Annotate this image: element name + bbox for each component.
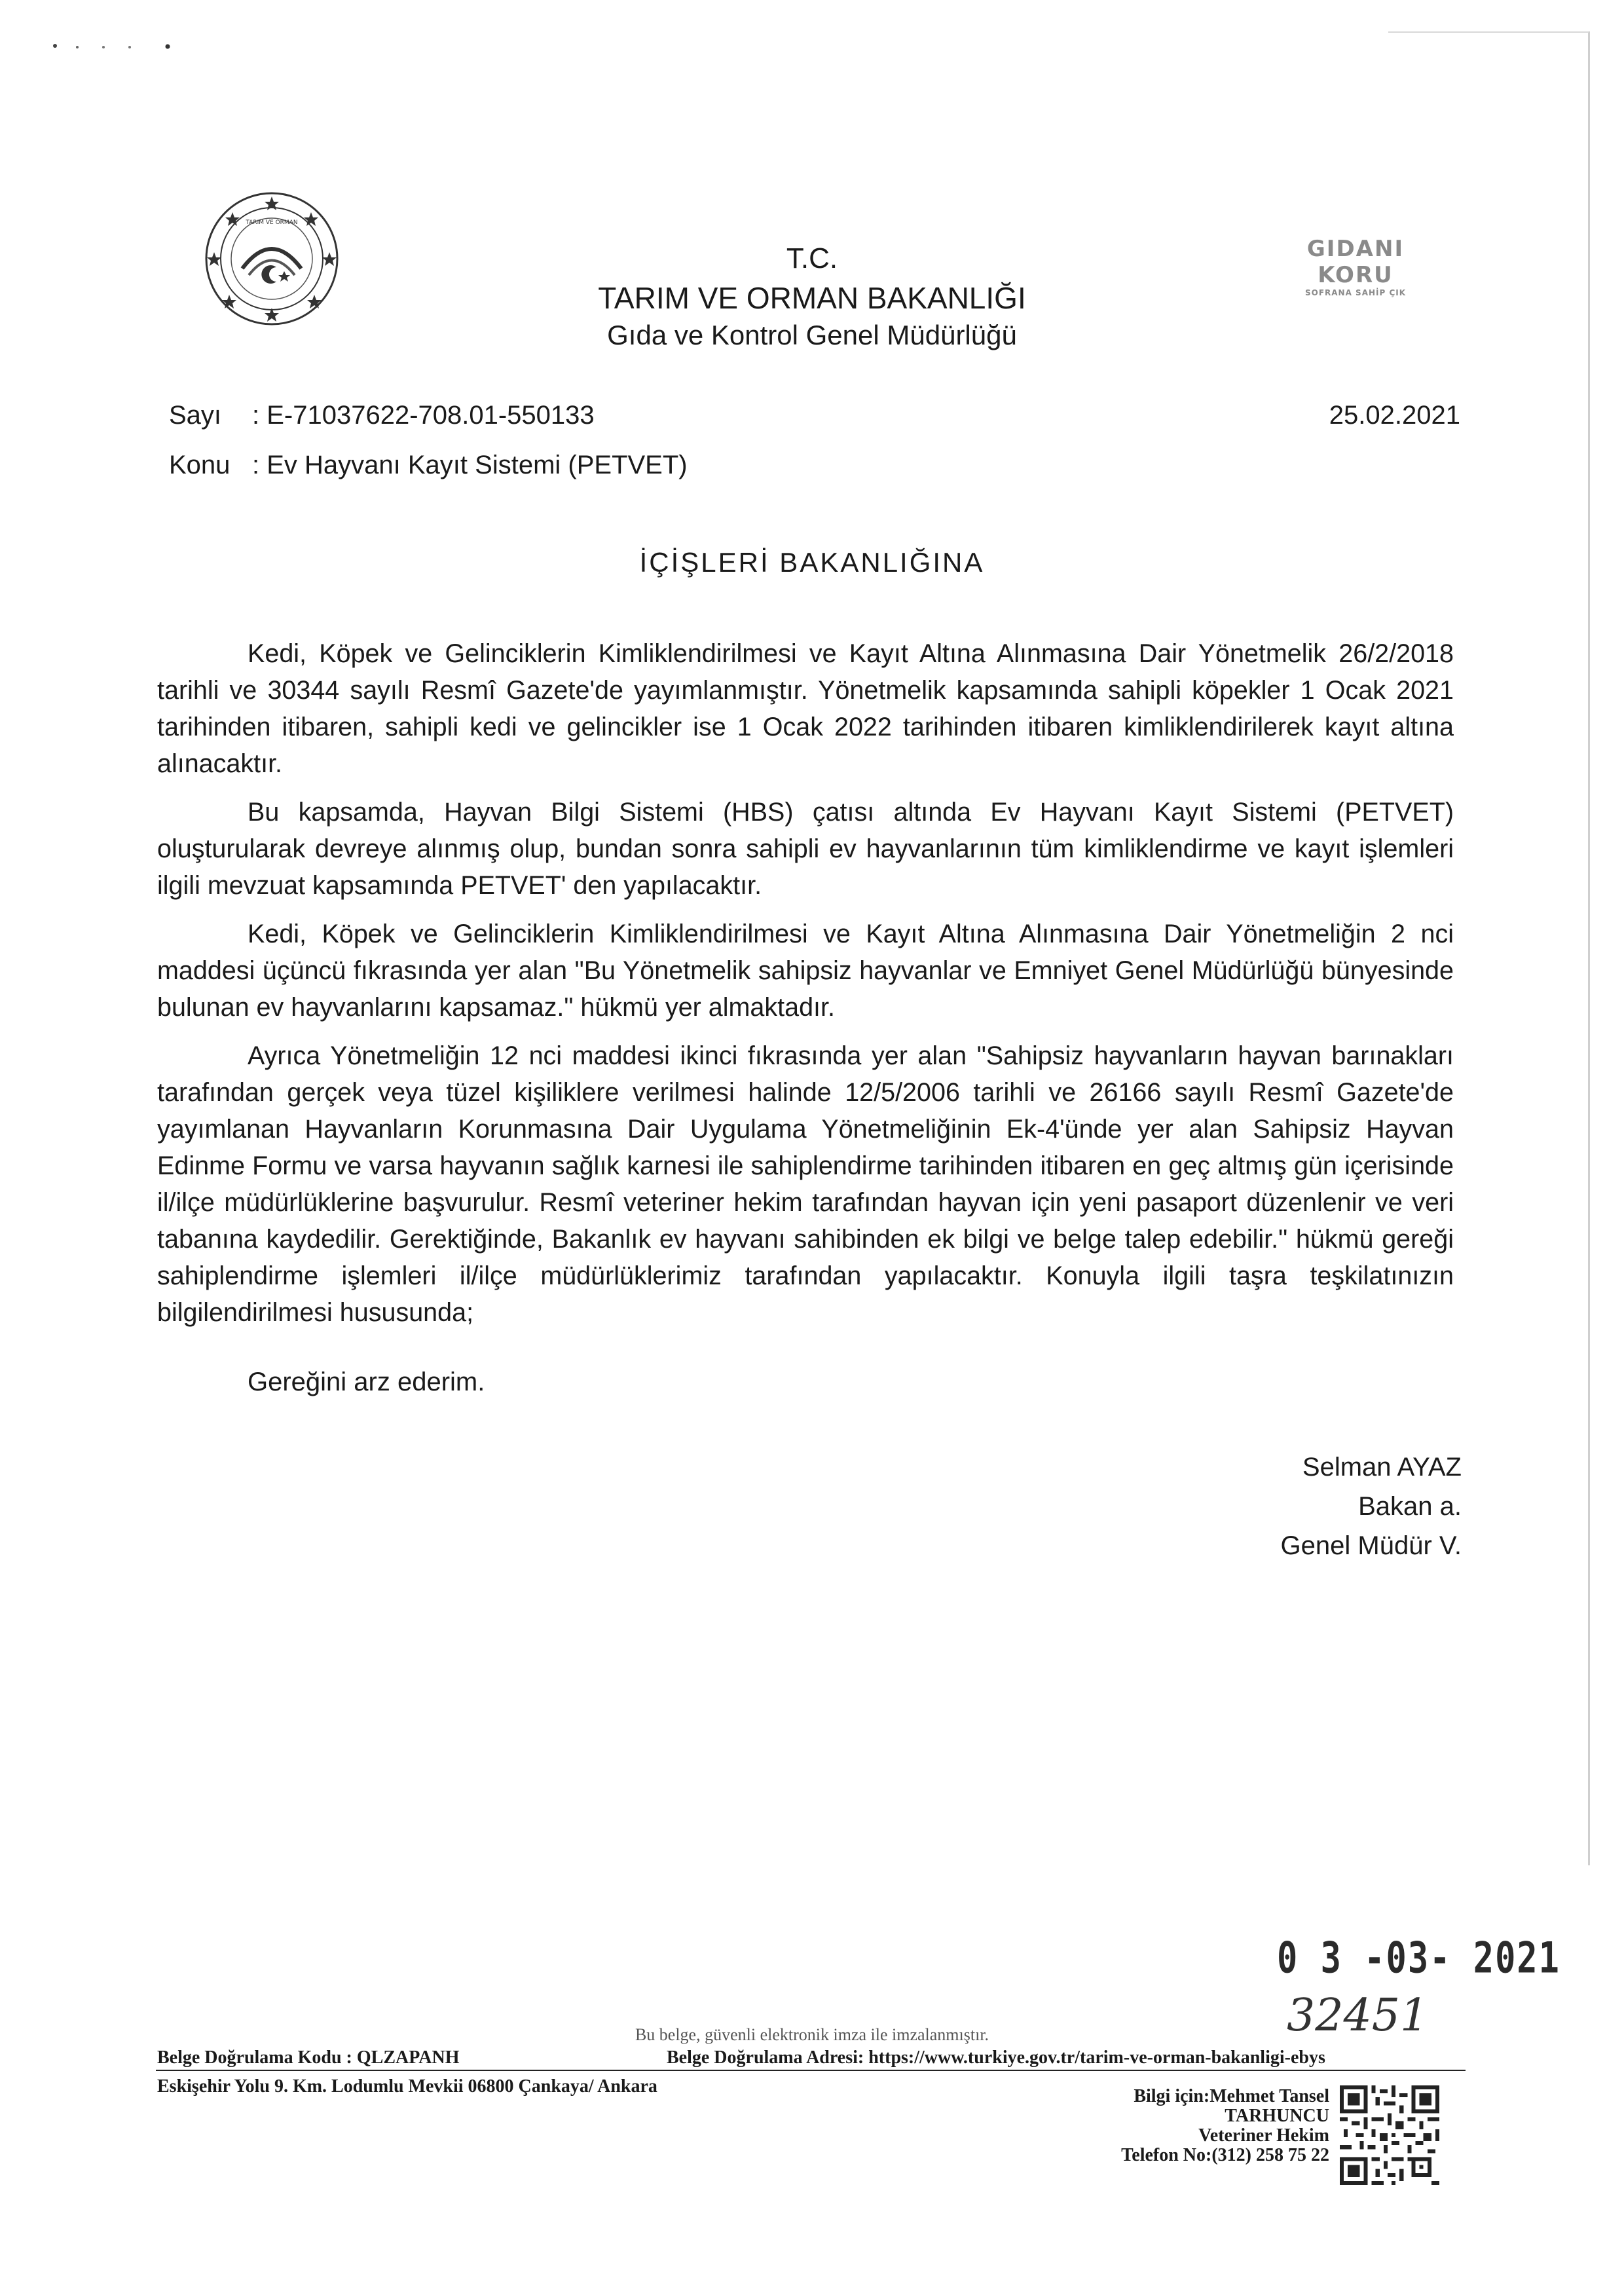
sayi-value: : E-71037622-708.01-550133 (252, 401, 595, 430)
body-paragraph-4: Ayrıca Yönetmeliğin 12 nci maddesi ikinci fıkrasında yer alan "Sahipsiz hayvanların hayvan barınakları tarafından gerçek veya tüzel kişiliklere verilmesi halinde 12/5/2006 tarihli ve 26166 sayılı Resmî Gazete'de yayımlanan Hayvanların Korunmasına Dair Uygulama Yönetmeliğinin Ek-4'ünde yer alan Sahipsiz Hayvan Edinme Formu ve varsa hayvanın sağlık karnesi ile sahiplendirme tarihinden itibaren en geç altmış gün içerisinde il/ilçe müdürlüklerine başvurulur. Resmî veteriner hekim tarafından hayvan için yeni pasaport düzenlenir ve veri tabanına kaydedilir. Gerektiğinde, Bakanlık ev hayvanı sahibinden ek bilgi ve belge talep edebilir." hükmü gereği sahiplendirme işlemleri il/ilçe müdürlüklerimiz tarafından yapılacaktır. Konuyla ilgili taşra teşkilatınızın bilgilendirilmesi hususunda; (157, 1041, 1454, 1327)
contact-info (1121, 2087, 1329, 2165)
signatory-authority: Bakan a. (1358, 1492, 1462, 1521)
document-date: 25.02.2021 (1329, 401, 1460, 430)
svg-text:TARIM VE ORMAN: TARIM VE ORMAN (246, 219, 298, 226)
konu-label: Konu (169, 451, 231, 479)
qr-code-icon (1340, 2085, 1439, 2185)
letterhead-ministry: TARIM VE ORMAN BAKANLIĞI (598, 281, 1026, 315)
campaign-logo-subtitle: SOFRANA SAHİP ÇIK (1304, 288, 1407, 297)
addressee: İÇİŞLERİ BAKANLIĞINA (639, 547, 985, 578)
body-paragraph-3: Kedi, Köpek ve Gelinciklerin Kimliklendirilmesi ve Kayıt Altına Alınmasına Dair Yönetmeliğin 2 nci maddesi üçüncü fıkrasında yer alan "Bu Yönetmelik sahipsiz hayvanlar ve Emniyet Genel Müdürlüğü bünyesinde bulunan ev hayvanlarını kapsamaz." hükmü yer almaktadır. (157, 920, 1454, 1022)
konu-value: : Ev Hayvanı Kayıt Sistemi (PETVET) (252, 451, 688, 479)
body-paragraph-2: Bu kapsamda, Hayvan Bilgi Sistemi (HBS) çatısı altında Ev Hayvanı Kayıt Sistemi (PETVET) oluşturularak devreye alınmış olup, bundan sonra sahipli ev hayvanlarının tüm kimliklendirme ve kayıt işlemleri ilgili mevzuat kapsamında PETVET' den yapılacaktır. (157, 798, 1454, 900)
footer-divider (156, 2070, 1466, 2071)
signatory-title: Genel Müdür V. (1280, 1531, 1462, 1560)
received-date-stamp: 0 3 -03- 2021 (1277, 1933, 1560, 1983)
campaign-logo-title: GIDANI KORU (1306, 236, 1405, 288)
verification-code: Belge Doğrulama Kodu : QLZAPANH (157, 2047, 460, 2068)
scan-specks (51, 39, 182, 52)
closing-line: Gereğini arz ederim. (248, 1368, 485, 1396)
e-signature-note: Bu belge, güvenli elektronik imza ile imzalanmıştır. (635, 2025, 989, 2044)
signature-block (1281, 1447, 1462, 1565)
contact-title: Veteriner Hekim (1198, 2125, 1329, 2146)
handwritten-number: 32451 (1287, 1990, 1429, 2042)
scan-edge-top (1388, 31, 1589, 33)
contact-name: Bilgi için:Mehmet Tansel (1134, 2086, 1329, 2106)
letterhead-directorate: Gıda ve Kontrol Genel Müdürlüğü (607, 320, 1017, 350)
sayi-label: Sayı (169, 401, 222, 430)
letterhead-tc: T.C. (786, 242, 838, 274)
letter-body (157, 635, 1454, 1343)
body-paragraph-1: Kedi, Köpek ve Gelinciklerin Kimliklendirilmesi ve Kayıt Altına Alınmasına Dair Yönetmelik 26/2/2018 tarihli ve 30344 sayılı Resmî Gazete'de yayımlanmıştır. Yönetmelik kapsamında sahipli köpekler 1 Ocak 2021 tarihinden itibaren, sahipli kedi ve gelincikler ise 1 Ocak 2022 tarihinden itibaren kimliklendirilerek kayıt altına alınacaktır. (157, 639, 1454, 778)
contact-phone: Telefon No:(312) 258 75 22 (1121, 2145, 1329, 2165)
signatory-name: Selman AYAZ (1302, 1453, 1462, 1482)
contact-surname: TARHUNCU (1225, 2106, 1329, 2126)
footer-address: Eskişehir Yolu 9. Km. Lodumlu Mevkii 06800 Çankaya/ Ankara (157, 2076, 657, 2097)
verification-url: Belge Doğrulama Adresi: https://www.turkiye.gov.tr/tarim-ve-orman-bakanligi-ebys (667, 2047, 1325, 2068)
